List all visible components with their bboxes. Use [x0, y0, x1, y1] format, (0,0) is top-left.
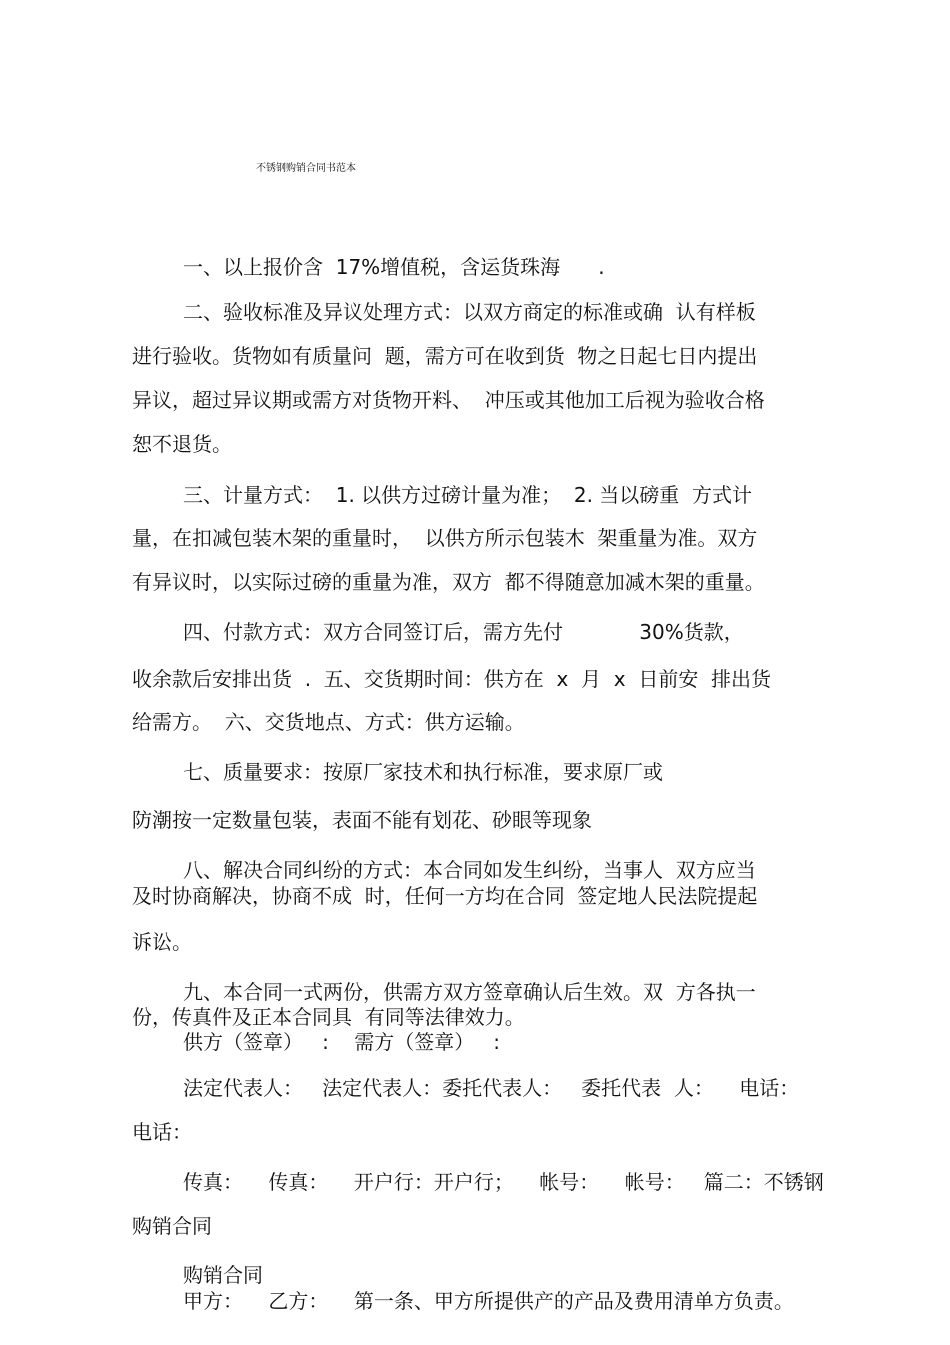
signature-line: 法定代表人： 法定代表人：委托代表人： 委托代表 人： 电话：: [183, 1076, 800, 1100]
section-title: 购销合同: [132, 1214, 212, 1238]
clause-line: 进行验收。货物如有质量问 题，需方可在收到货 物之日起七日内提出: [132, 344, 758, 368]
signature-line: 供方（签章） : 需方（签章） :: [183, 1030, 501, 1054]
clause-line: 给需方。 六、交货地点、方式：供方运输。: [132, 710, 525, 734]
clause-line: 三、计量方式： 1. 以供方过磅计量为准； 2. 当以磅重 方式计: [183, 483, 753, 507]
clause-line: 及时协商解决，协商不成 时，任何一方均在合同 签定地人民法院提起: [132, 884, 758, 908]
section-title: 购销合同: [183, 1263, 263, 1287]
signature-line: 电话：: [132, 1120, 192, 1144]
clause-line: 诉讼。: [132, 930, 192, 954]
clause-line: 恕不退货。: [132, 432, 232, 456]
clause-line: 九、本合同一式两份，供需方双方签章确认后生效。双 方各执一: [183, 980, 756, 1004]
clause-line: 七、质量要求：按原厂家技术和执行标准，要求原厂或: [183, 760, 663, 784]
clause-line: 八、解决合同纠纷的方式：本合同如发生纠纷，当事人 双方应当: [183, 858, 756, 882]
clause-line: 份，传真件及正本合同具 有同等法律效力。: [132, 1005, 525, 1029]
clause-line: 异议，超过异议期或需方对货物开料、 冲压或其他加工后视为验收合格: [132, 388, 765, 412]
clause-line: 量，在扣减包装木架的重量时， 以供方所示包装木 架重量为准。双方: [132, 526, 758, 550]
clause-line: 收余款后安排出货 . 五、交货期时间：供方在 x 月 x 日前安 排出货: [132, 667, 772, 691]
document-header: 不锈钢购销合同书范本: [256, 163, 356, 174]
clause-line: 四、付款方式：双方合同签订后，需方先付 30%货款，: [183, 620, 744, 644]
clause-line: 有异议时，以实际过磅的重量为准，双方 都不得随意加减木架的重量。: [132, 570, 765, 594]
clause-line: 一、以上报价含 17%增值税，含运货珠海 .: [183, 255, 605, 279]
clause-line: 防潮按一定数量包装，表面不能有划花、砂眼等现象: [132, 808, 592, 832]
signature-line: 传真： 传真： 开户行：开户行； 帐号： 帐号： 篇二：不锈钢: [183, 1170, 824, 1194]
clause-line: 甲方： 乙方： 第一条、甲方所提供产的产品及费用清单方负责。: [183, 1289, 794, 1313]
clause-line: 二、验收标准及异议处理方式：以双方商定的标准或确 认有样板: [183, 300, 756, 324]
